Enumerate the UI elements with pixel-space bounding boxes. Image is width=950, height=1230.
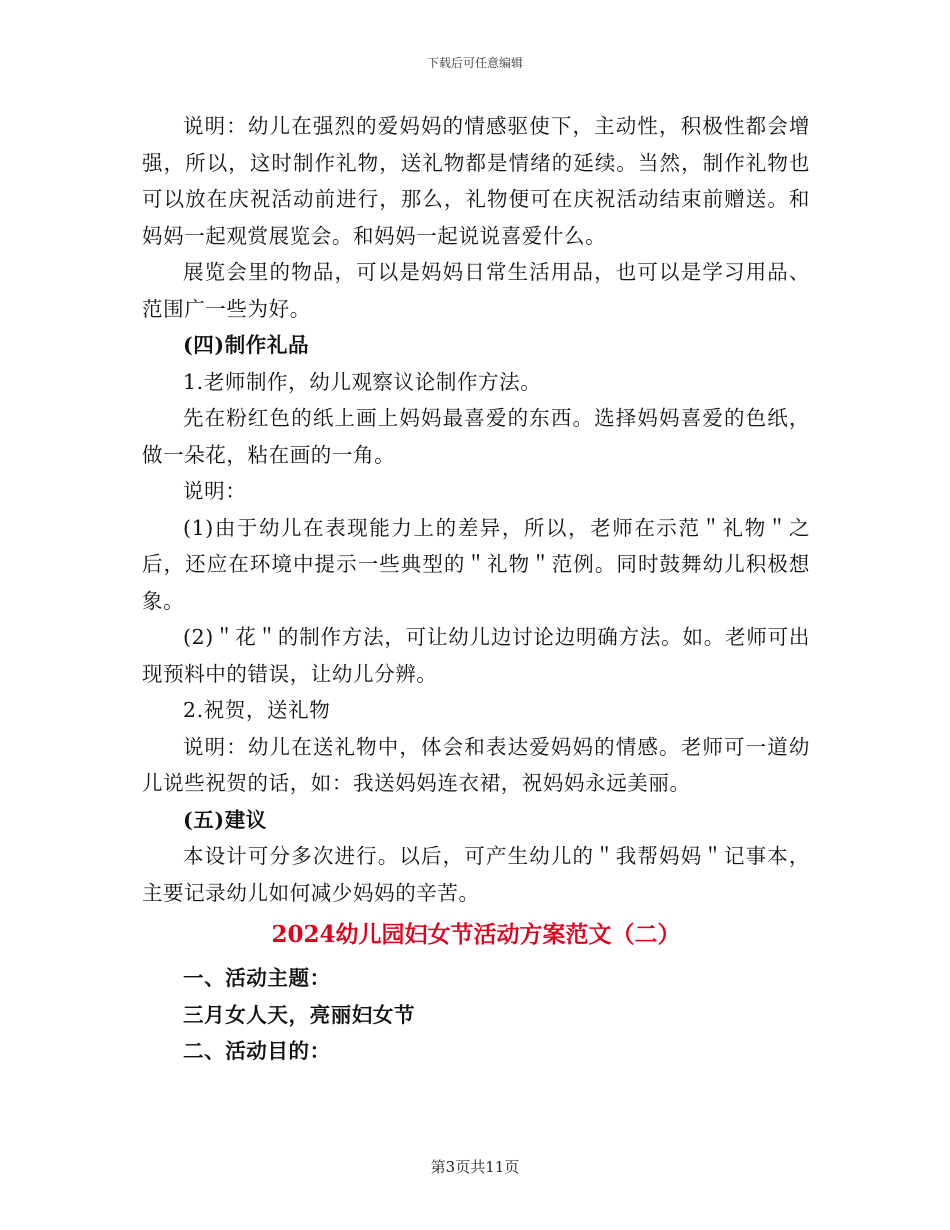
paragraph-suggestion: 本设计可分多次进行。以后，可产生幼儿的＂我帮妈妈＂记事本，主要记录幼儿如何减少妈妈的辛苦。 [142,844,810,905]
list-item-congratulate: 2.祝贺，送礼物 [183,698,331,722]
list-item-teacher-make: 1.老师制作，幼儿观察议论制作方法。 [183,369,542,394]
paragraph-explanation-2: 说明：幼儿在送礼物中，体会和表达爱妈妈的情感。老师可一道幼儿说些祝贺的话，如：我送妈妈连衣裙，祝妈妈永远美丽。 [142,734,810,795]
subheading-make-gift: (四)制作礼品 [183,333,310,357]
document-body [142,108,810,1070]
paragraph-explanation-1: 说明：幼儿在强烈的爱妈妈的情感驱使下，主动性，积极性都会增强，所以，这时制作礼物，送礼物都是情绪的延续。当然，制作礼物也可以放在庆祝活动前进行，那么，礼物便可在庆祝活动结束前赠送。和妈妈一起观赏展览会。和妈妈一起说说喜爱什么。 [142,114,810,248]
heading-activity-theme: 一、活动主题： [183,966,331,990]
paragraph-pink-paper: 先在粉红色的纸上画上妈妈最喜爱的东西。选择妈妈喜爱的色纸，做一朵花，粘在画的一角。 [142,406,810,467]
subheading-suggestion: (五)建议 [183,807,267,832]
page-footer: 第3页共11页 [430,1158,520,1176]
heading-activity-goal: 二、活动目的： [183,1039,331,1063]
section-title: 2024幼儿园妇女节活动方案范文（二） [271,921,681,948]
list-item-2: (2)＂花＂的制作方法，可让幼儿边讨论边明确方法。如。老师可出现预料中的错误，让幼儿分辨。 [142,625,810,686]
page-header: 下载后可任意编辑 [426,56,523,70]
activity-theme-text: 三月女人天，亮丽妇女节 [183,1002,416,1027]
list-item-1: (1)由于幼儿在表现能力上的差异，所以，老师在示范＂礼物＂之后，还应在环境中提示一些典型的＂礼物＂范例。同时鼓舞幼儿积极想象。 [142,515,810,613]
paragraph-exhibition: 展览会里的物品，可以是妈妈日常生活用品，也可以是学习用品、范围广一些为好。 [142,260,810,321]
paragraph-explanation-label: 说明： [183,479,247,503]
